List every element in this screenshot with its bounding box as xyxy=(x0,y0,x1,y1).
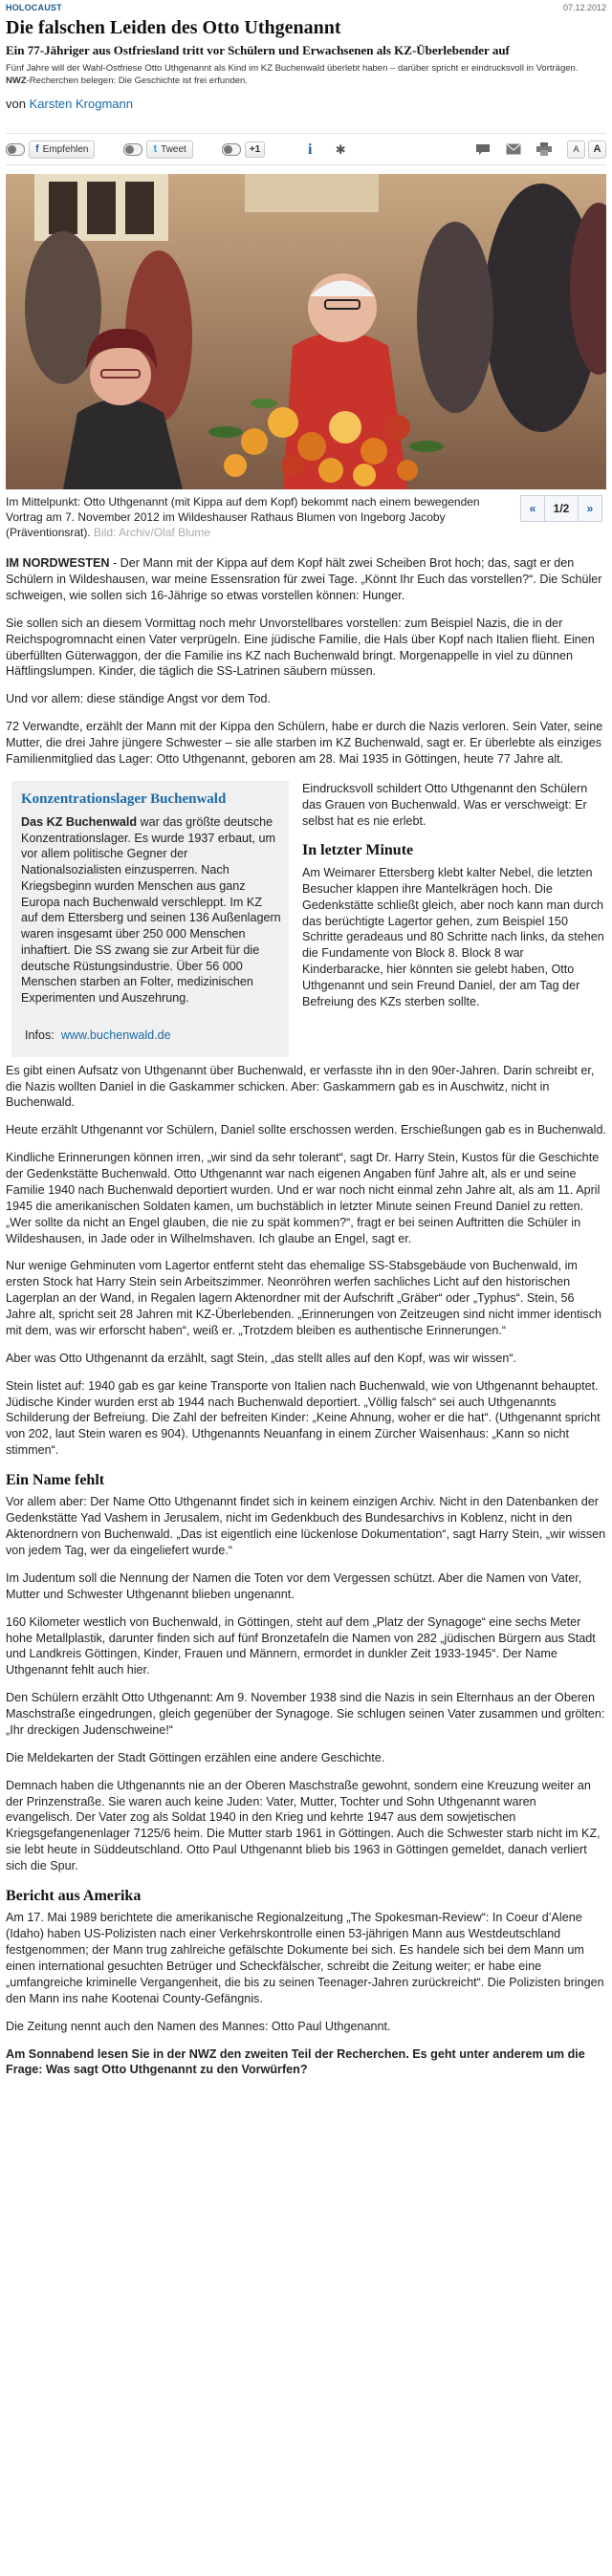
facebook-icon: f xyxy=(35,143,39,156)
info-box-body: war das größte deutsche Konzentrationslager. Es wurde 1937 erbaut, um vor allem politische Gegner der Nationalsozialisten einzusperren. Nach Kriegsbeginn wurden Menschen aus ganz Europa nach Buchenwald verschleppt. Im KZ auf dem Ettersberg und seinen 136 Außenlagern waren insgesamt über 250 000 Menschen inhaftiert. Die SS zwang sie zur Arbeit für die deutsche Rüstungsindustrie. Über 56 000 Menschen starben an Folter, medizinischen Experimenten und Auszehrung. xyxy=(21,814,281,1006)
photo-pager xyxy=(520,495,602,522)
info-icon[interactable]: i xyxy=(308,141,313,158)
teaser-source: NWZ xyxy=(6,76,27,87)
two-column-section xyxy=(6,781,606,1057)
info-box-links xyxy=(21,1028,281,1044)
teaser-rest: -Recherchen belegen: Die Geschichte ist frei erfunden. xyxy=(26,76,248,87)
info-box-title: Konzentrationslager Buchenwald xyxy=(21,790,227,807)
twitter-privacy-toggle[interactable] xyxy=(123,143,142,156)
share-toolbar xyxy=(6,133,606,165)
paragraph-7: Kindliche Erinnerungen können irren, „wir sind da sehr tolerant“, sagt Dr. Harry Stein, Kustos für die Geschichte der Gedenkstätte Buchenwald. Otto Uthgenannt war nach eigenen Angaben fünf Jahre alt, als er und seine Familie 1940 nach Buchenwald deportiert wurden. Und er war noch nicht einmal zehn Jahre alt, als am 11. April 1945 die amerikanischen Soldaten kamen, um buchstäblich in letzter Minute seinen Freund Daniel zu retten. „Wer sollte da nicht an Engel glauben, die nie zu spät kommen?“, fragt er bei seinen Auftritten die Schüler in Wildeshausen, in Jade oder in Wilhelmshaven. Ich glaube an Engel, sagt er. xyxy=(6,1151,601,1245)
infos-label: Infos: xyxy=(25,1028,55,1042)
paragraph-9: Aber was Otto Uthgenannt da erzählt, sagt Stein, „das stellt alles auf den Kopf, was wir wissen“. xyxy=(6,1351,517,1365)
photo-counter: 1/2 xyxy=(545,495,578,522)
mail-icon[interactable] xyxy=(503,141,524,158)
paragraph-1-text: - Der Mann mit der Kippa auf dem Kopf hält zwei Scheiben Brot hoch; das, sagt er den Schülern in Wildeshausen, war meine Essensration für zwei Tage. „Könnt Ihr Euch das vorstellen?“. Die Schüler schweigen, wie sollen sich 16-Jährige so etwas vorstellen können: Hunger. xyxy=(6,556,602,602)
comment-icon[interactable] xyxy=(472,141,493,158)
paragraph-14: Den Schülern erzählt Otto Uthgenannt: Am 9. November 1938 sind die Nazis in sein Elternhaus an der Oberen Maschstraße eingedrungen, gleich gegenüber der Synagoge. Sie schlugen seinen Vater zusammen und grölten: „Ihr dreckigen Judenschweine!“ xyxy=(6,1691,605,1737)
paragraph-r1: Eindrucksvoll schildert Otto Uthgenannt den Schülern das Grauen von Buchenwald. Was er verschweigt: Er selbst hat es nie erlebt. xyxy=(302,781,588,828)
paragraph-8: Nur wenige Gehminuten vom Lagertor entfernt steht das ehemalige SS-Stabsgebäude von Buchenwald, im ersten Stock hat Harry Stein sein Arbeitszimmer. Neonröhren werfen sachliches Licht auf den historischen Lagerplan an der Wand, in Regalen lagern Aktenordner mit der Aufschrift „Gräber“ oder „Typhus“. Stein, 56 Jahre alt, spricht seit 28 Jahren mit KZ-Überlebenden. „Erinnerungen von Zeitzeugen sind nicht immer identisch mit dem, was wir erforscht haben“, weiß er. „Trotzdem bleiben es authentische Erinnerungen.“ xyxy=(6,1259,602,1337)
section-heading-minute: In letzter Minute xyxy=(302,842,414,859)
photo-caption xyxy=(6,495,493,540)
paragraph-3: Und vor allem: diese ständige Angst vor dem Tod. xyxy=(6,692,271,706)
article-body xyxy=(6,555,606,2078)
facebook-recommend-label: Empfehlen xyxy=(42,143,89,155)
teaser-line-2 xyxy=(6,76,606,88)
gplus-privacy-toggle[interactable] xyxy=(222,143,241,156)
paragraph-15: Die Meldekarten der Stadt Göttingen erzählen eine andere Geschichte. xyxy=(6,1750,385,1764)
photo-credit: Bild: Archiv/Olaf Blume xyxy=(94,525,211,539)
paragraph-17: Am 17. Mai 1989 berichtete die amerikanische Regionalzeitung „The Spokesman-Review“: In Coeur d’Alene (Idaho) haben US-Polizisten nach einer Verkehrskontrolle einen 53-jährigen Mann aus Westdeutschland festgenommen; der Mann trug zahlreiche gefälschte Dokumente bei sich. Es handele sich bei dem Mann um einen international gesuchten Betrüger und Scheckfälscher, schreibt die Zeitung weiter; er habe eine „umfangreiche kriminelle Vergangenheit, die bis zu seinen Teenager-Jahren zurückreicht“. Die Polizisten bringen den Mann ins nahe Kootenai County-Gefängnis. xyxy=(6,1911,604,2005)
gplus-button[interactable] xyxy=(245,141,265,158)
paragraph-6: Heute erzählt Uthgenannt vor Schülern, Daniel sollte erschossen werden. Erschießungen gab es in Buchenwald. xyxy=(6,1123,606,1137)
teaser-line-1: Fünf Jahre will der Wahl-Ostfriese Otto Uthgenannt als Kind im KZ Buchenwald überlebt haben – darüber spricht er eindrucksvoll in Vorträgen. xyxy=(6,63,579,75)
caption-row xyxy=(6,495,606,540)
paragraph-4: 72 Verwandte, erzählt der Mann mit der Kippa den Schülern, habe er durch die Nazis verloren. Sein Vater, seine Mutter, die drei Jahre jüngere Schwester – sie alle starben im KZ Buchenwald, sagt er. Er überlebte als einziges Familienmitglied das Lager: Otto Uthgenannt, geboren am 28. Mai 1935 in Göttingen, heute 77 Jahre alt. xyxy=(6,720,603,766)
paragraph-19: Am Sonnabend lesen Sie in der NWZ den zweiten Teil der Recherchen. Es geht unter anderem um die Frage: Was sagt Otto Uthgenannt zu den Vorwürfen? xyxy=(6,2046,585,2077)
info-box-bold: Das KZ Buchenwald xyxy=(21,814,138,829)
tweet-label: Tweet xyxy=(161,143,186,155)
paragraph-16: Demnach haben die Uthgenannts nie an der Oberen Maschstraße gewohnt, sondern eine Kreuzung weiter an der Prinzenstraße. Sie waren auch keine Juden: Vater, Mutter, Tochter und Sohn Uthgenannt waren evangelisch. Der Vater zog als Soldat 1940 in den Krieg und kehrte 1947 aus dem sowjetischen Kriegsgefangenenlager 7125/6 heim. Die Mutter starb 1961 in Göttingen. Auch die Schwester starb nicht im KZ, sie lebt heute in Süddeutschland. Otto Paul Uthgenannt blieb bis 1963 in Göttingen gemeldet, danach verliert sich die Spur. xyxy=(6,1778,601,1873)
paragraph-10: Stein listet auf: 1940 gab es gar keine Transporte von Italien nach Buchenwald, wie von Uthgenannt behauptet. Jüdische Kinder wurden erst ab 1944 nach Buchenwald deportiert. „Völlig falsch“ sei auch Uthgenannts Schilderung der Befreiung. Die Zahl der befreiten Kinder: „Keine Ahnung, woher er die hat“. (Uthgenannt spricht von 202, laut Stein waren es 904). Uthgenannts Neuanfang in einem Zürcher Waisenhaus: „Kann so nicht stimmen“. xyxy=(6,1378,601,1458)
right-column xyxy=(302,781,606,1057)
article-photo[interactable] xyxy=(6,174,606,489)
dateline: IM NORDWESTEN xyxy=(6,556,110,571)
headline: Die falschen Leiden des Otto Uthgenannt xyxy=(6,17,341,38)
subheadline: Ein 77-Jähriger aus Ostfriesland tritt vor Schülern und Erwachsenen als KZ-Überlebender auf xyxy=(6,43,510,57)
byline-prefix: von xyxy=(6,97,26,112)
paragraph-13: 160 Kilometer westlich von Buchenwald, in Göttingen, steht auf dem „Platz der Synagoge“ eine sechs Meter hohe Metallplastik, darunter finden sich auf fünf Bronzetafeln die Namen von 282 „jüdischen Bürgern aus Stadt und Landkreis Göttingen, Kinder, Frauen und Männern, ermordet in dunkler Zeit 1933-1945“. Der Name Uthgenannt fehlt auch hier. xyxy=(6,1614,596,1678)
info-box-text xyxy=(21,814,281,1007)
paragraph-11: Vor allem aber: Der Name Otto Uthgenannt findet sich in keinem einzigen Archiv. Nicht in den Datenbanken der Gedenkstätte Yad Vashem in Jerusalem, nicht im Gedenkbuch des Bundesarchivs in Koblenz, nicht in den Aktenordnern von Buchenwald. „Das ist eigentlich eine lückenlose Dokumentation“, sagt Harry Stein, „wir wissen von jedem Tag, wer da eingeliefert wurde.“ xyxy=(6,1495,606,1558)
publish-date: 07.12.2012 xyxy=(562,3,606,12)
info-box xyxy=(11,781,289,1057)
kicker: HOLOCAUST xyxy=(6,3,62,12)
author-link[interactable]: Karsten Krogmann xyxy=(29,97,133,112)
tweet-button[interactable] xyxy=(146,141,192,159)
font-size-small-button[interactable]: A xyxy=(567,141,585,159)
font-size-large-button[interactable]: A xyxy=(588,141,606,159)
gear-icon[interactable]: ✱ xyxy=(335,141,346,157)
prev-photo-button[interactable]: « xyxy=(520,495,545,522)
print-icon[interactable] xyxy=(534,141,555,158)
top-line xyxy=(6,2,606,13)
byline xyxy=(6,96,606,112)
facebook-privacy-toggle[interactable] xyxy=(6,143,25,156)
facebook-recommend-button[interactable] xyxy=(29,141,95,159)
teaser xyxy=(6,63,606,88)
paragraph-1 xyxy=(6,555,606,604)
caption-text: Im Mittelpunkt: Otto Uthgenannt (mit Kippa auf dem Kopf) bekommt nach einem bewegenden Vortrag am 7. November 2012 im Wildeshauser Rathaus Blumen von Ingeborg Jacoby (Präventionsrat). xyxy=(6,495,480,539)
paragraph-2: Sie sollen sich an diesem Vormittag noch mehr Unvorstellbares vorstellen: zum Beispiel Nazis, die in der Reichspogromnacht einen Vater verprügeln. Eine jüdische Familie, die Hals über Kopf nach Italien flieht. Einen überfüllten Güterwaggon, der die Familie ins KZ nach Buchenwald bringt. Morgenappelle in viel zu dünnen Häftlingslumpen. Kinder, die täglich die SS-Latrinen säubern müssen. xyxy=(6,616,595,679)
gplus-label: +1 xyxy=(245,141,265,158)
twitter-icon: t xyxy=(153,143,158,156)
section-heading-name: Ein Name fehlt xyxy=(6,1472,105,1488)
paragraph-12: Im Judentum soll die Nennung der Namen die Toten vor dem Vergessen schützt. Aber die Namen von Vater, Mutter und Schwester Uthgenannt blieben ungenannt. xyxy=(6,1570,582,1601)
paragraph-r2: Am Weimarer Ettersberg klebt kalter Nebel, die letzten Besucher klappen ihre Mantelkrägen hoch. Die Gedenkstätte schließt gleich, aber noch kann man durch das berüchtigte Lagertor gehen, zum Beispiel 150 Schritte geradeaus und 80 Schritte nach links, da stehen die Fundamente von Block 8. Block 8 war Kinderbaracke, hier könnten sie gelebt haben, Otto Uthgenannt und sein Freund Daniel, der am Tag der Befreiung des KZs sterben sollte. xyxy=(302,865,604,1008)
section-heading-amerika: Bericht aus Amerika xyxy=(6,1887,142,1904)
buchenwald-link[interactable]: www.buchenwald.de xyxy=(60,1028,171,1042)
next-photo-button[interactable]: » xyxy=(578,495,602,522)
paragraph-5: Es gibt einen Aufsatz von Uthgenannt über Buchenwald, er verfasste ihn in den 90er-Jahren. Darin schreibt er, die Nazis wollten Daniel in die Gaskammer schicken. Aber: Gaskammern gab es in Auschwitz, nicht in Buchenwald. xyxy=(6,1063,595,1110)
paragraph-18: Die Zeitung nennt auch den Namen des Mannes: Otto Paul Uthgenannt. xyxy=(6,2019,391,2033)
photo-illustration xyxy=(6,174,606,489)
